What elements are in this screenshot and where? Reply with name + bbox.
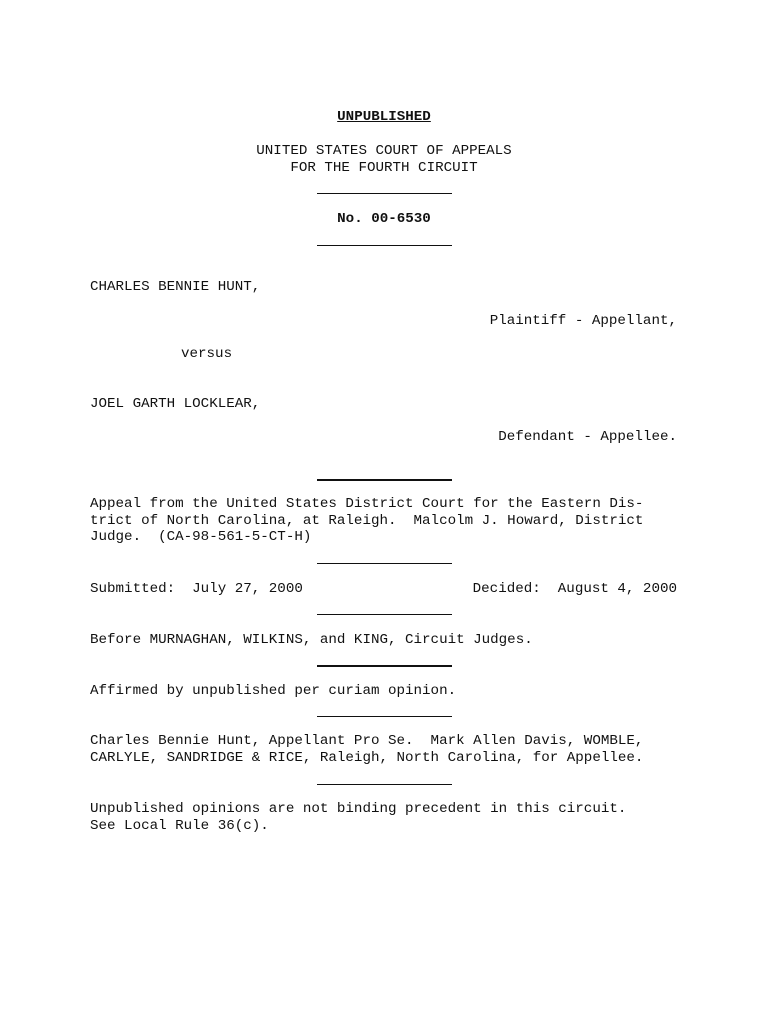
- defendant-role: Defendant - Appellee.: [498, 429, 677, 445]
- divider: [317, 245, 452, 246]
- divider: [317, 193, 452, 194]
- appeal-line3: Judge. (CA-98-561-5-CT-H): [90, 529, 312, 545]
- plaintiff-role: Plaintiff - Appellant,: [489, 313, 677, 329]
- appeal-line2: trict of North Carolina, at Raleigh. Malcolm J. Howard, District: [90, 513, 644, 529]
- divider: [317, 614, 452, 615]
- case-number: No. 00-6530: [337, 211, 431, 227]
- divider: [317, 716, 452, 717]
- defendant-name: JOEL GARTH LOCKLEAR,: [90, 396, 261, 412]
- versus-label: versus: [181, 346, 233, 362]
- counsel-line2: CARLYLE, SANDRIDGE & RICE, Raleigh, North Carolina, for Appellee.: [90, 750, 644, 766]
- submitted-date: Submitted: July 27, 2000: [90, 581, 303, 597]
- divider: [317, 563, 452, 564]
- divider: [317, 784, 452, 785]
- decided-date: Decided: August 4, 2000: [472, 581, 677, 597]
- panel-judges: Before MURNAGHAN, WILKINS, and KING, Circuit Judges.: [90, 632, 533, 648]
- notice-line1: Unpublished opinions are not binding precedent in this circuit.: [90, 801, 627, 817]
- counsel-line1: Charles Bennie Hunt, Appellant Pro Se. Mark Allen Davis, WOMBLE,: [90, 733, 644, 749]
- divider: [317, 479, 452, 481]
- court-name-line2: FOR THE FOURTH CIRCUIT: [290, 160, 478, 176]
- notice-line2: See Local Rule 36(c).: [90, 818, 269, 834]
- unpublished-heading: UNPUBLISHED: [337, 109, 431, 125]
- disposition: Affirmed by unpublished per curiam opinion.: [90, 683, 457, 699]
- court-name-line1: UNITED STATES COURT OF APPEALS: [256, 143, 512, 159]
- appeal-line1: Appeal from the United States District Court for the Eastern Dis-: [90, 496, 644, 512]
- divider: [317, 665, 452, 667]
- plaintiff-name: CHARLES BENNIE HUNT,: [90, 279, 261, 295]
